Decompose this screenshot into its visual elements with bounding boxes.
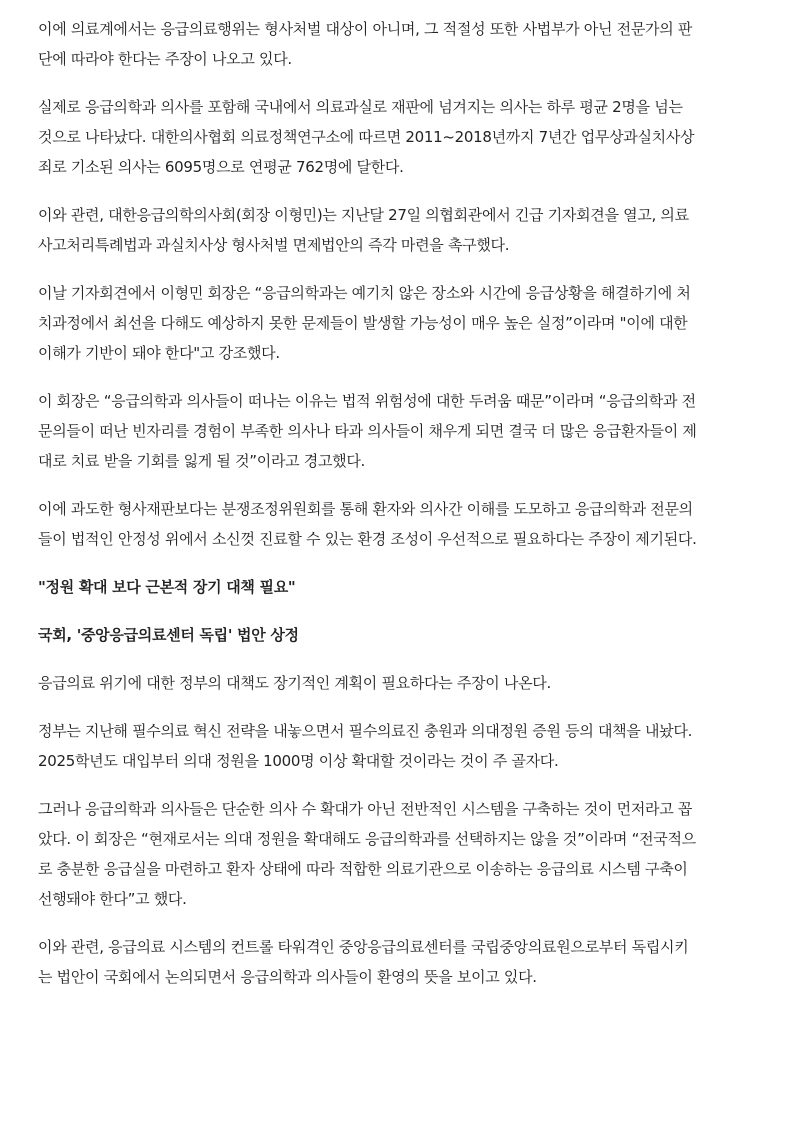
text-line: 이와 관련, 대한응급의학의사회(회장 이형민)는 지난달 27일 의협회관에서 긴급 기자회견을 열고, 의료 — [38, 206, 689, 224]
text-line: 응급의료 위기에 대한 정부의 대책도 장기적인 계획이 필요하다는 주장이 나온다. — [38, 674, 551, 692]
text-line: 죄로 기소된 의사는 6095명으로 연평균 762명에 달한다. — [38, 158, 404, 176]
paragraph-9 — [38, 794, 754, 914]
paragraph-2 — [38, 92, 754, 182]
text-line: 실제로 응급의학과 의사를 포함해 국내에서 의료과실로 재판에 넘겨지는 의사는 하루 평균 2명을 넘는 — [38, 98, 683, 116]
text-line: 것으로 나타났다. 대한의사협회 의료정책연구소에 따르면 2011~2018년까지 7년간 업무상과실치사상 — [38, 128, 695, 146]
text-line: 그러나 응급의학과 의사들은 단순한 의사 수 확대가 아닌 전반적인 시스템을 구축하는 것이 먼저라고 꼽 — [38, 800, 693, 818]
paragraph-1 — [38, 14, 754, 74]
text-line: 이와 관련, 응급의료 시스템의 컨트롤 타워격인 중앙응급의료센터를 국립중앙의료원으로부터 독립시키 — [38, 938, 689, 956]
text-line: 치과정에서 최선을 다해도 예상하지 못한 문제들이 발생할 가능성이 매우 높은 실정”이라며 "이에 대한 — [38, 314, 688, 332]
text-line: 2025학년도 대입부터 의대 정원을 1000명 이상 확대할 것이라는 것이 주 골자다. — [38, 752, 559, 770]
text-line: 이날 기자회견에서 이형민 회장은 “응급의학과는 예기치 않은 장소와 시간에 응급상황을 해결하기에 처 — [38, 284, 691, 302]
text-line: 들이 법적인 안정성 위에서 소신껏 진료할 수 있는 환경 조성이 우선적으로 필요하다는 주장이 제기된다. — [38, 530, 697, 548]
paragraph-10 — [38, 932, 754, 992]
text-line: 선행돼야 한다”고 했다. — [38, 890, 187, 908]
paragraph-3 — [38, 200, 754, 260]
section-heading-1: "정원 확대 보다 근본적 장기 대책 필요" — [38, 578, 296, 596]
text-line: 이 회장은 “응급의학과 의사들이 떠나는 이유는 법적 위험성에 대한 두려움 때문”이라며 “응급의학과 전 — [38, 392, 696, 410]
paragraph-4 — [38, 278, 754, 368]
text-line: 는 법안이 국회에서 논의되면서 응급의학과 의사들이 환영의 뜻을 보이고 있다. — [38, 968, 537, 986]
paragraph-7 — [38, 668, 754, 698]
section-heading-2: 국회, '중앙응급의료센터 독립' 법안 상정 — [38, 626, 299, 644]
paragraph-6 — [38, 494, 754, 554]
text-line: 정부는 지난해 필수의료 혁신 전략을 내놓으면서 필수의료진 충원과 의대정원 증원 등의 대책을 내놨다. — [38, 722, 693, 740]
paragraph-5 — [38, 386, 754, 476]
text-line: 단에 따라야 한다는 주장이 나오고 있다. — [38, 50, 292, 68]
text-line: 대로 치료 받을 기회를 잃게 될 것”이라고 경고했다. — [38, 452, 366, 470]
text-line: 이해가 기반이 돼야 한다"고 강조했다. — [38, 344, 280, 362]
text-line: 사고처리특례법과 과실치사상 형사처벌 면제법안의 즉각 마련을 촉구했다. — [38, 236, 510, 254]
article-body — [38, 14, 754, 1010]
paragraph-8 — [38, 716, 754, 776]
text-line: 이에 과도한 형사재판보다는 분쟁조정위원회를 통해 환자와 의사간 이해를 도모하고 응급의학과 전문의 — [38, 500, 693, 518]
text-line: 았다. 이 회장은 “현재로서는 의대 정원을 확대해도 응급의학과를 선택하지는 않을 것”이라며 “전국적으 — [38, 830, 696, 848]
text-line: 로 충분한 응급실을 마련하고 환자 상태에 따라 적합한 의료기관으로 이송하는 응급의료 시스템 구축이 — [38, 860, 688, 878]
text-line: 문의들이 떠난 빈자리를 경험이 부족한 의사나 타과 의사들이 채우게 되면 결국 더 많은 응급환자들이 제 — [38, 422, 697, 440]
text-line: 이에 의료계에서는 응급의료행위는 형사처벌 대상이 아니며, 그 적절성 또한 사법부가 아닌 전문가의 판 — [38, 20, 693, 38]
